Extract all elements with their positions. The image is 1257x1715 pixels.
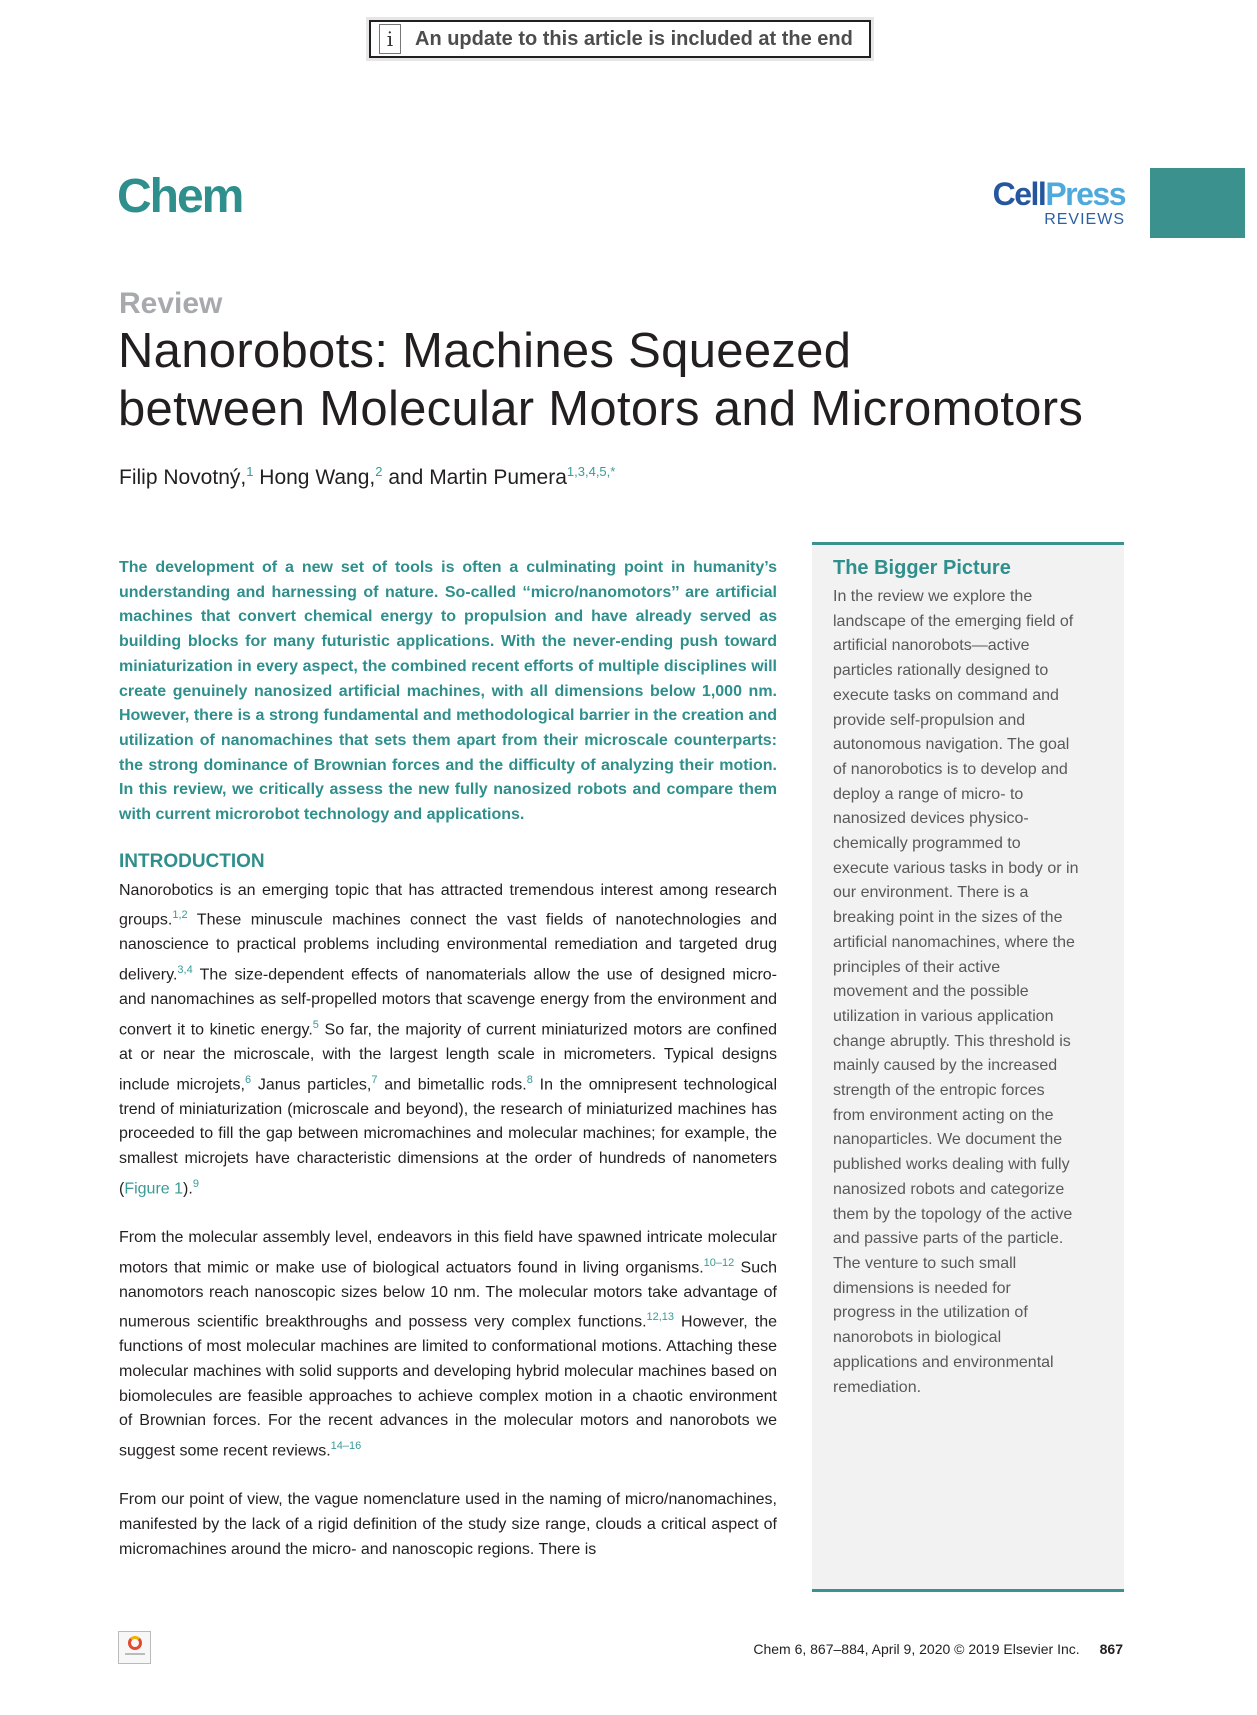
bigger-picture-line: autonomous navigation. The goal [833, 736, 1070, 754]
bigger-picture-line: The venture to such small [833, 1254, 1017, 1272]
bigger-picture-line: strength of the entropic forces [833, 1082, 1045, 1100]
abstract: The development of a new set of tools is often a culminating point in humanity’s understanding and harnessing of nature. So-called ‘‘micro/nanomotors’’ are artificial machines that convert chemical energy to propulsion and have already served as building blocks for many futuristic applications. With the never-ending push toward miniaturization in every aspect, the combined recent efforts of multiple disciplines will create genuinely nanosized artificial machines, with all dimensions below 1,000 nm. However, there is a strong fundamental and methodological barrier in the creation and utilization of nanomachines that sets them apart from their microscale counterparts: the strong dominance of Brownian forces and the difficulty of analyzing their motion. In this review, we critically assess the new fully nanosized robots and compare them with current microrobot technology and applications. [119, 559, 777, 824]
paragraph-text: Janus particles, [251, 1075, 372, 1093]
intro-paragraph-3 [119, 1488, 777, 1562]
bigger-picture-line: deploy a range of micro- to [833, 785, 1024, 803]
bigger-picture-line: mainly caused by the increased [833, 1057, 1058, 1075]
bigger-picture-line: our environment. There is a [833, 884, 1029, 902]
bigger-picture-line: utilization in various application [833, 1007, 1054, 1025]
cellpress-wordmark: CellPress [992, 176, 1125, 212]
update-banner[interactable] [369, 20, 871, 58]
reviews-label: REVIEWS [1044, 211, 1125, 228]
info-icon: i [379, 24, 401, 54]
bigger-picture-line: of nanorobotics is to develop and [833, 760, 1068, 778]
figure-link[interactable]: Figure 1 [124, 1180, 184, 1198]
article-title: Nanorobots: Machines Squeezed between Molecular Motors and Micromotors [118, 324, 1084, 436]
bigger-picture-line: breaking point in the sizes of the [833, 909, 1063, 927]
author-name: and Martin Pumera [382, 466, 567, 489]
citation-ref[interactable]: 1,2 [172, 909, 188, 922]
author-list [119, 464, 615, 490]
bigger-picture-line: nanosized devices physico- [833, 810, 1029, 828]
bigger-picture-line: chemically programmed to [833, 835, 1021, 853]
introduction-heading: INTRODUCTION [119, 850, 265, 872]
bigger-picture-line: artificial nanomachines, where the [833, 933, 1075, 951]
bigger-picture-text [833, 585, 1104, 1400]
bigger-picture-line: and passive parts of the particle. [833, 1230, 1064, 1248]
bigger-picture-line: artificial nanorobots—active [833, 637, 1030, 655]
check-for-updates-icon[interactable] [118, 1631, 151, 1664]
citation-ref[interactable]: 7 [371, 1073, 378, 1086]
citation-ref[interactable]: 10–12 [703, 1256, 735, 1269]
bigger-picture-line: nanosized robots and categorize [833, 1180, 1065, 1198]
bigger-picture-line: remediation. [833, 1378, 922, 1396]
paragraph-text: From our point of view, the vague nomenclature used in the naming of micro/nanomachines, manifested by the lack of a rigid definition of the study size range, clouds a critical aspect of micromachines around the micro- and nanoscopic regions. There is [119, 1491, 777, 1558]
author-name: Filip Novotný, [119, 466, 247, 489]
intro-paragraph-2 [119, 1226, 777, 1464]
paragraph-text: However, the functions of most molecular machines are limited to conformational motions. Attaching these molecular machines with solid supports and developing hybrid molecular machines based on biomolecules are feasible approaches to achieve complex motion in a chaotic environment of Brownian forces. For the recent advances in the molecular motors and nanorobots we suggest some recent reviews. [119, 1313, 777, 1460]
page-footer [740, 1641, 1123, 1657]
bigger-picture-line: provide self-propulsion and [833, 711, 1026, 729]
page-number: 867 [1099, 1641, 1123, 1657]
bigger-picture-line: progress in the utilization of [833, 1304, 1028, 1322]
citation-ref[interactable]: 3,4 [177, 964, 193, 977]
bigger-picture-line: from environment acting on the [833, 1106, 1054, 1124]
paragraph-text: From the molecular assembly level, endeavors in this field have spawned intricate molecular motors that mimic or make use of biological actuators found in living organisms. [119, 1228, 777, 1276]
citation-ref[interactable]: 9 [192, 1177, 199, 1190]
paragraph-text: Such nanomotors reach nanoscopic sizes below 10 nm. The molecular motors take advantage of numerous scientific breakthroughs and possess very complex functions. [119, 1258, 777, 1331]
section-color-tab [1150, 168, 1245, 238]
bigger-picture-line: nanoparticles. We document the [833, 1131, 1063, 1149]
citation-ref[interactable]: 14–16 [330, 1440, 362, 1453]
citation-ref[interactable]: 8 [526, 1073, 533, 1086]
bigger-picture-line: In the review we explore the [833, 588, 1033, 605]
bigger-picture-box [812, 542, 1124, 1592]
paragraph-text: The size-dependent effects of nanomaterials allow the use of designed micro- and nanomachines as self-propelled motors that scavenge energy from the environment and convert it to kinetic energy. [119, 966, 777, 1039]
bigger-picture-line: execute tasks on command and [833, 686, 1059, 704]
bigger-picture-line: published works dealing with fully [833, 1156, 1070, 1174]
bigger-picture-line: movement and the possible [833, 983, 1029, 1001]
author-affiliation[interactable]: 2 [375, 464, 383, 479]
bigger-picture-line: change abruptly. This threshold is [833, 1032, 1071, 1050]
citation-ref[interactable]: 5 [312, 1018, 319, 1031]
article-type: Review [119, 287, 223, 320]
citation: Chem 6, 867–884, April 9, 2020 © 2019 Elsevier Inc. [753, 1641, 1080, 1657]
bigger-picture-line: execute various tasks in body or in [833, 859, 1079, 877]
update-notice-text: An update to this article is included at the end [415, 27, 853, 50]
bigger-picture-title: The Bigger Picture [833, 557, 1011, 579]
bigger-picture-line: principles of their active [833, 958, 1001, 976]
bigger-picture-line: applications and environmental [833, 1353, 1054, 1371]
citation-ref[interactable]: 12,13 [646, 1311, 675, 1324]
bigger-picture-line: dimensions is needed for [833, 1279, 1011, 1297]
citation-ref[interactable]: 6 [244, 1073, 252, 1086]
intro-paragraph-1 [119, 879, 777, 1202]
author-name: Hong Wang, [253, 466, 376, 489]
paragraph-text: In the omnipresent technological trend of miniaturization (microscale and beyond), the research of miniaturized machines has proceeded to fill the gap between micromachines and molecular machines; for example, the smallest microjets have characteristic dimensions at the order of hundreds of nanometers ( [119, 1075, 778, 1198]
bigger-picture-line: landscape of the emerging field of [833, 612, 1074, 630]
paragraph-text: Nanorobotics is an emerging topic that has attracted tremendous interest among research groups. [119, 881, 777, 929]
paragraph-text: ). [183, 1180, 193, 1198]
paragraph-text: and bimetallic rods. [377, 1075, 527, 1093]
author-affiliation[interactable]: 1 [246, 464, 254, 479]
journal-logo: Chem [117, 170, 243, 223]
bigger-picture-line: nanorobots in biological [833, 1329, 1002, 1347]
paragraph-text: So far, the majority of current miniaturized motors are confined at or near the microscale, with the largest length scale in micrometers. Typical designs include microjets, [119, 1021, 778, 1093]
main-column [119, 556, 777, 1586]
paragraph-text: These minuscule machines connect the vast fields of nanotechnologies and nanoscience to practical problems including environmental remediation and targeted drug delivery. [119, 911, 777, 984]
bigger-picture-line: them by the topology of the active [833, 1205, 1073, 1223]
bigger-picture-line: particles rationally designed to [833, 662, 1049, 680]
author-affiliation[interactable]: 1,3,4,5,* [566, 464, 616, 479]
publisher-logo [980, 178, 1125, 229]
